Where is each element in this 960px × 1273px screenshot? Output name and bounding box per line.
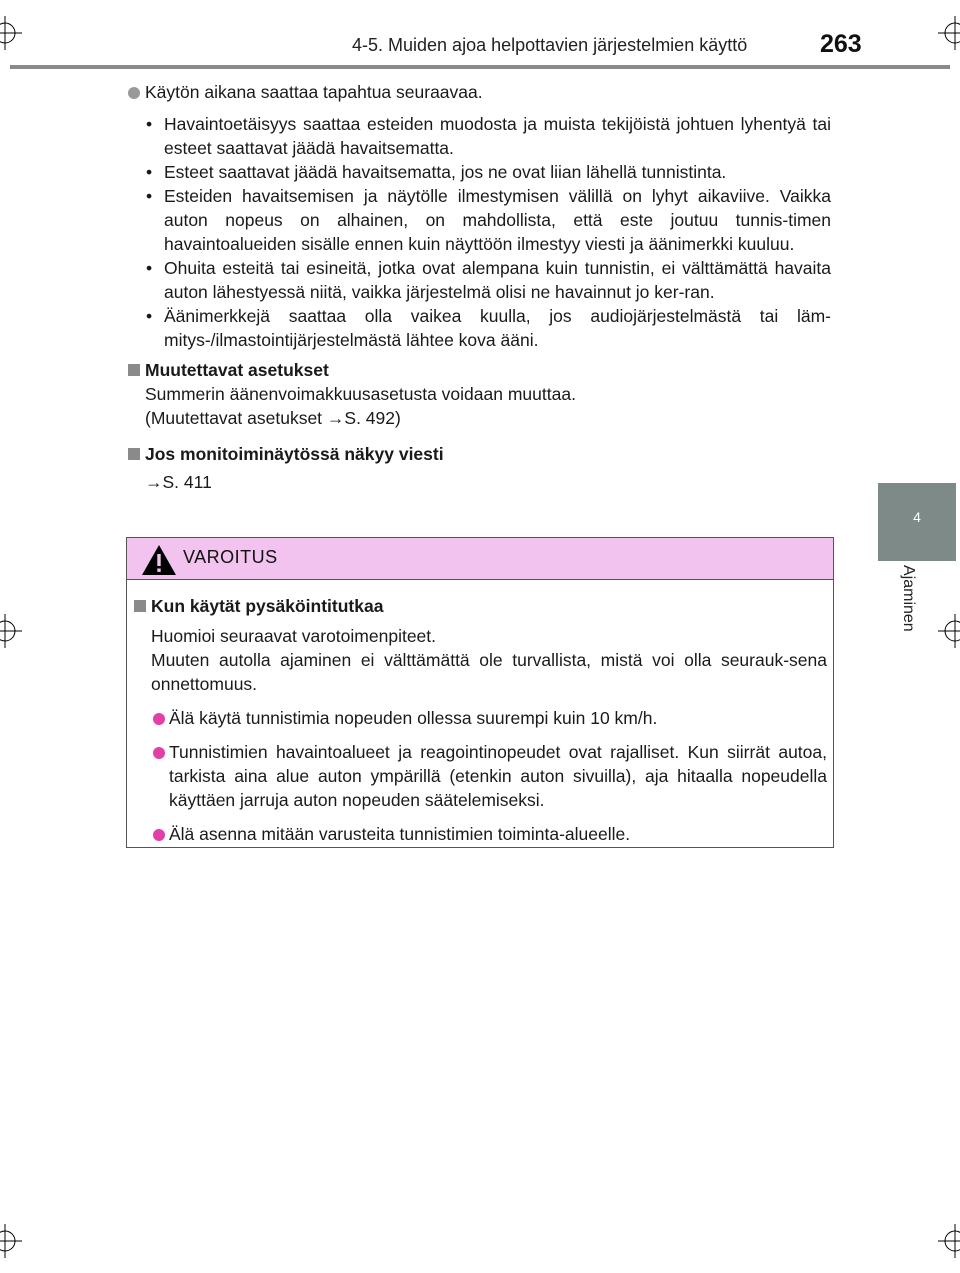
page-header [0, 0, 960, 70]
square-bullet-icon [128, 364, 140, 376]
section-title: 4-5. Muiden ajoa helpottavien järjestelmien käyttö [352, 35, 748, 55]
warning-intro-2: Muuten autolla ajaminen ei välttämättä ole turvallista, mistä voi olla seurauk-sena onnettomuus. [151, 650, 827, 694]
chapter-tab [878, 483, 956, 561]
section-heading-message: Jos monitoiminäytössä näkyy viesti [127, 442, 831, 466]
sub-bullet-list [146, 112, 831, 352]
crop-mark-mid-left [0, 614, 22, 648]
sub-bullet-item: • Esteet saattavat jäädä havaitsematta, jos ne ovat liian lähellä tunnistinta. [146, 162, 727, 182]
warning-box [126, 537, 834, 848]
chapter-label-area [878, 561, 956, 711]
sub-bullet-item: • Esteiden havaitsemisen ja näytölle ilmestymisen välillä on lyhyt aikaviive. Vaikka auton nopeus on alhainen, on mahdollista, että este joutuu tunnis-timen havaintoalueiden sisälle ennen kuin näyttöön ilmestyy viesti ja äänimerkki kuuluu. [146, 186, 831, 254]
warning-header [127, 538, 833, 580]
section-heading-settings: Muutettavat asetukset [127, 358, 831, 382]
warning-intro-1: Huomioi seuraavat varotoimenpiteet. [151, 626, 437, 646]
warning-body [133, 594, 827, 846]
settings-text-1: Summerin äänenvoimakkuusasetusta voidaan muuttaa. [145, 384, 576, 404]
crop-mark-bottom-left [0, 1224, 22, 1258]
settings-link-text[interactable]: (Muutettavat asetukset →S. 492) [145, 408, 401, 428]
grey-bullet-icon [128, 87, 140, 99]
intro-bullet-text: Käytön aikana saattaa tapahtua seuraavaa. [145, 82, 483, 102]
crop-mark-bottom-right [938, 1224, 960, 1258]
warning-bullet: Tunnistimien havaintoalueet ja reagointinopeudet ovat rajalliset. Kun siirrät autoa, tarkista aina alue auton ympärillä (etenkin auton sivuilla), aja hitaalla nopeudella käyttäen jarruja auton nopeuden säätelemiseksi. [133, 740, 827, 812]
sub-bullet-item: • Äänimerkkejä saattaa olla vaikea kuulla, jos audiojärjestelmästä tai läm-mitys-/ilmastointijärjestelmästä lähtee kova ääni. [146, 306, 831, 350]
chapter-label: Ajaminen [900, 565, 917, 632]
warning-title: VAROITUS [183, 547, 278, 567]
pink-bullet-icon [153, 747, 165, 759]
square-bullet-icon [134, 600, 146, 612]
pink-bullet-icon [153, 829, 165, 841]
main-content [127, 80, 831, 494]
pink-bullet-icon [153, 713, 165, 725]
warning-triangle-icon [141, 544, 177, 576]
warning-bullet: Älä asenna mitään varusteita tunnistimien toiminta-alueelle. [133, 822, 827, 846]
warning-bullet: Älä käytä tunnistimia nopeuden ollessa suurempi kuin 10 km/h. [133, 706, 827, 730]
chapter-number: 4 [913, 509, 921, 525]
square-bullet-icon [128, 448, 140, 460]
page-number: 263 [820, 30, 862, 58]
intro-bullet [127, 80, 831, 104]
sub-bullet-item: • Ohuita esteitä tai esineitä, jotka ovat alempana kuin tunnistin, ei välttämättä havaita auton lähestyessä niitä, vaikka järjestelmä olisi ne havainnut jo ker-ran. [146, 258, 831, 302]
header-rule [10, 65, 950, 69]
warning-heading: Kun käytät pysäköintitutkaa [133, 594, 827, 618]
sub-bullet-item: • Havaintoetäisyys saattaa esteiden muodosta ja muista tekijöistä johtuen lyhentyä tai esteet saattavat jäädä havaitsematta. [146, 114, 831, 158]
message-link-text[interactable]: →S. 411 [145, 472, 212, 492]
